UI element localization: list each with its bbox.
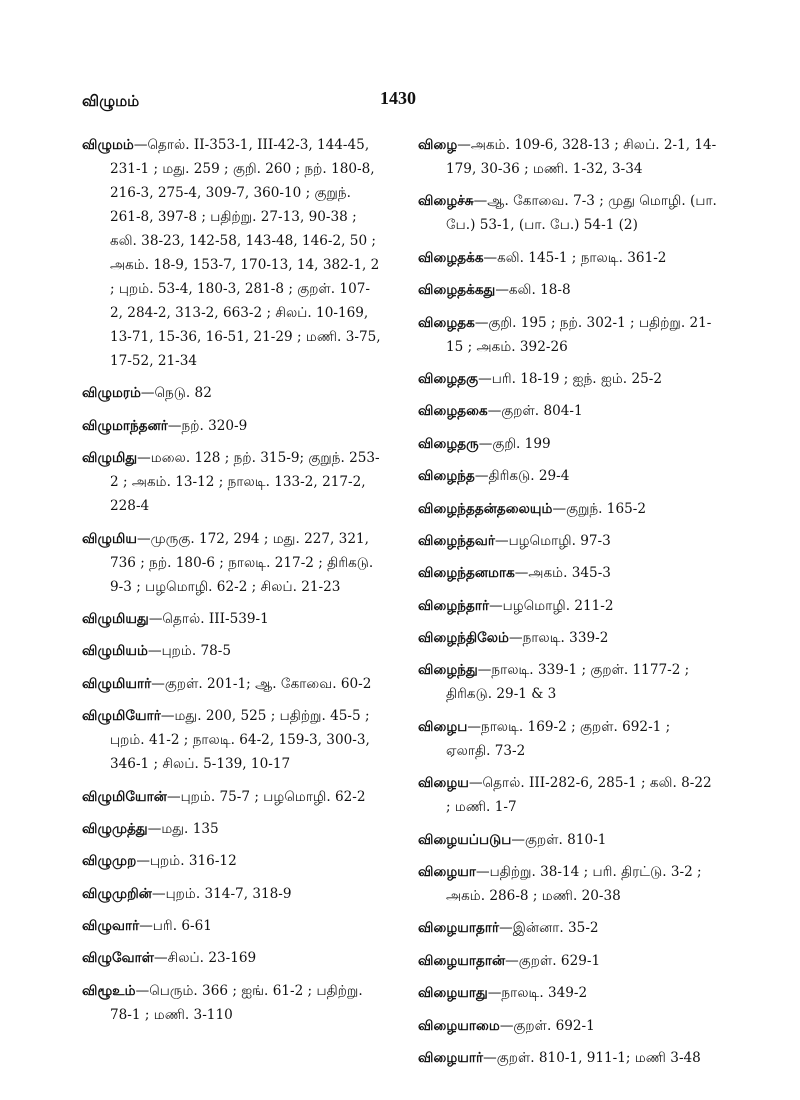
entry-headword: விழைந்தவர் xyxy=(418,532,495,549)
entry-headword: விழையாது xyxy=(418,985,488,1002)
index-entry xyxy=(418,1014,718,1038)
entry-references: குறள். 201-1; ஆ. கோவை. 60-2 xyxy=(164,675,372,692)
entry-headword: விழைந்ததன்தலையும் xyxy=(418,500,553,517)
index-entry xyxy=(82,414,382,438)
index-entry xyxy=(418,561,718,585)
entry-references: அகம். 109-6, 328-13 ; சிலப். 2-1, 14-179, 30-36 ; மணி. 1-32, 3-34 xyxy=(446,137,717,177)
entry-references: குறள். 692-1 xyxy=(513,1017,595,1034)
entry-dash: — xyxy=(166,788,181,805)
entry-headword: விழைந்து xyxy=(418,662,478,679)
entry-references: பெரும். 366 ; ஐங். 61-2 ; பதிற்று. 78-1 ; மணி. 3-110 xyxy=(110,982,363,1023)
entry-headword: விழையா xyxy=(418,864,477,881)
index-entry xyxy=(82,704,382,776)
index-entry xyxy=(418,399,718,423)
index-entry xyxy=(418,916,718,940)
entry-dash: — xyxy=(135,982,150,999)
entry-dash: — xyxy=(483,249,498,266)
entry-references: பழமொழி. 97-3 xyxy=(508,532,611,549)
entry-headword: விழுமரம் xyxy=(82,385,141,402)
index-entry xyxy=(418,949,718,973)
entry-dash: — xyxy=(468,775,483,792)
entry-dash: — xyxy=(495,282,509,299)
entry-dash: — xyxy=(487,985,502,1002)
entry-dash: — xyxy=(151,675,165,692)
entry-dash: — xyxy=(473,193,488,210)
entry-headword: விழைப xyxy=(418,718,468,735)
entry-headword: விழைதக்கது xyxy=(418,282,496,299)
entry-references: நற். 320-9 xyxy=(181,417,248,434)
entry-references: நாலடி. 349-2 xyxy=(501,985,588,1002)
entry-references: பதிற்று. 38-14 ; பரி. திரட்டு. 3-2 ; அகம். 286-8 ; மணி. 20-38 xyxy=(446,864,702,905)
entry-headword: விழைதக்க xyxy=(418,249,484,266)
entry-dash: — xyxy=(505,952,519,969)
entry-dash: — xyxy=(147,820,162,837)
entry-headword: விழைந்தார் xyxy=(418,597,490,614)
entry-references: கலி. 18-8 xyxy=(508,282,571,299)
entry-headword: விழுவார் xyxy=(82,918,140,935)
entry-headword: விழையாதான் xyxy=(418,952,506,969)
entry-references: நாலடி. 169-2 ; குறள். 692-1 ; ஏலாதி. 73-2 xyxy=(446,718,671,759)
entry-references: கலி. 145-1 ; நாலடி. 361-2 xyxy=(497,249,667,266)
index-entry xyxy=(418,278,718,302)
page-header xyxy=(82,88,722,122)
entry-references: குறுந். 165-2 xyxy=(566,500,646,517)
entry-dash: — xyxy=(499,1017,514,1034)
entry-dash: — xyxy=(477,662,492,679)
entry-dash: — xyxy=(474,468,489,485)
index-entry xyxy=(82,979,382,1027)
entry-references: புறம். 75-7 ; பழமொழி. 62-2 xyxy=(180,788,366,805)
index-entry xyxy=(418,189,718,237)
entry-references: பரி. 18-19 ; ஐந். ஐம். 25-2 xyxy=(491,370,662,387)
entry-dash: — xyxy=(133,137,148,153)
index-entry xyxy=(418,626,718,650)
entry-dash: — xyxy=(511,831,525,848)
entry-headword: விழுமியம் xyxy=(82,643,148,660)
entry-headword: விழைய xyxy=(418,775,469,792)
index-entry xyxy=(82,527,382,599)
entry-references: புறம். 316-12 xyxy=(149,853,237,870)
entry-references: தொல். II-353-1, III-42-3, 144-45, 231-1 ; மது. 259 ; குறி. 260 ; நற். 180-8, 216-3, 275-4, 309-7, 360-10 ; குறுந். 261-8, 397-8 ; பதிற்று. 27-13, 90-38 ; கலி. 38-23, 142-58, 143-48, 146-2, 50 ; அகம். 18-9, 153-7, 170-13, 14, 382-1, 2 ; புறம். 53-4, 180-3, 281-8 ; குறள். 107-2, 284-2, 313-2, 663-2 ; சிலப். 10-169, 13-71, 15-36, 16-51, 21-29 ; மணி. 3-75, 17-52, 21-34 xyxy=(110,137,381,369)
entry-dash: — xyxy=(154,950,168,967)
entry-dash: — xyxy=(467,718,481,735)
index-entry xyxy=(82,946,382,970)
entry-headword: விழுமிது xyxy=(82,450,138,467)
entry-references: நாலடி. 339-1 ; குறள். 1177-2 ; திரிகடு. 29-1 & 3 xyxy=(446,662,690,703)
entry-dash: — xyxy=(136,853,150,870)
index-entry xyxy=(418,497,718,521)
entry-dash: — xyxy=(457,137,471,153)
entry-headword: விழுமுறின் xyxy=(82,885,152,902)
page-number: 1430 xyxy=(380,88,416,108)
entry-dash: — xyxy=(474,314,489,331)
entry-references: இன்னா. 35-2 xyxy=(512,920,599,937)
entry-dash: — xyxy=(148,610,163,627)
entry-dash: — xyxy=(509,630,523,647)
index-entry xyxy=(82,639,382,663)
index-entry xyxy=(82,882,382,906)
entry-headword: விழைந்த xyxy=(418,468,475,485)
entry-headword: விழைந்திலேம் xyxy=(418,630,510,647)
entry-headword: விழுமுற xyxy=(82,853,137,870)
entry-headword: விழையப்படுப xyxy=(418,831,512,848)
entry-references: குறி. 195 ; நற். 302-1 ; பதிற்று. 21-15 ; அகம். 392-26 xyxy=(446,314,712,355)
entry-headword: விழைதரு xyxy=(418,435,479,452)
entry-headword: விழைதகை xyxy=(418,403,488,420)
entry-dash: — xyxy=(137,530,151,547)
entry-references: குறள். 629-1 xyxy=(518,952,601,969)
index-entry xyxy=(418,367,718,391)
left-column xyxy=(82,133,382,1035)
entry-headword: விழுமாந்தனர் xyxy=(82,417,168,434)
index-entry xyxy=(82,849,382,873)
entry-references: பழமொழி. 211-2 xyxy=(502,597,614,614)
entry-headword: விழையார் xyxy=(418,1049,484,1066)
entry-dash: — xyxy=(494,532,509,549)
index-entry xyxy=(82,785,382,809)
entry-headword: விழைந்தனமாக xyxy=(418,565,515,582)
entry-dash: — xyxy=(140,385,155,402)
index-entry xyxy=(82,914,382,938)
index-entry xyxy=(418,771,718,819)
entry-references: தொல். III-282-6, 285-1 ; கலி. 8-22 ; மணி. 1-7 xyxy=(446,775,712,816)
index-entry xyxy=(418,860,718,908)
index-entry xyxy=(418,1046,718,1070)
entry-dash: — xyxy=(478,435,493,452)
index-entry xyxy=(418,715,718,763)
index-entry xyxy=(418,432,718,456)
index-entry xyxy=(82,672,382,696)
entry-references: குறள். 810-1 xyxy=(525,831,607,848)
entry-headword: விழுமியார் xyxy=(82,675,152,692)
entry-headword: விழைதகு xyxy=(418,370,479,387)
entry-headword: விழுமுத்து xyxy=(82,820,148,837)
entry-references: ஆ. கோவை. 7-3 ; முது மொழி. (பா. பே.) 53-1, (பா. பே.) 54-1 (2) xyxy=(446,193,717,234)
index-entry xyxy=(418,133,718,181)
index-entry xyxy=(418,464,718,488)
index-entry xyxy=(82,817,382,841)
entry-headword: விழுமம் xyxy=(82,137,134,153)
entry-dash: — xyxy=(160,708,175,725)
entry-references: புறம். 314-7, 318-9 xyxy=(165,885,292,902)
entry-dash: — xyxy=(514,565,529,582)
entry-references: நாலடி. 339-2 xyxy=(522,630,609,647)
entry-references: குறள். 804-1 xyxy=(501,403,583,420)
entry-references: மலை. 128 ; நற். 315-9; குறுந். 253-2 ; அகம். 13-12 ; நாலடி. 133-2, 217-2, 228-4 xyxy=(110,450,380,515)
entry-headword: விழையாமை xyxy=(418,1017,500,1034)
entry-references: புறம். 78-5 xyxy=(161,643,232,660)
index-entry xyxy=(82,381,382,405)
entry-references: திரிகடு. 29-4 xyxy=(488,468,570,485)
index-entry xyxy=(418,828,718,852)
entry-dash: — xyxy=(483,1049,497,1066)
index-entry xyxy=(418,246,718,270)
entry-references: மது. 135 xyxy=(161,820,219,837)
entry-dash: — xyxy=(167,417,182,434)
entry-headword: விழை xyxy=(418,137,458,153)
index-entry xyxy=(418,594,718,618)
index-entry xyxy=(82,607,382,631)
entry-dash: — xyxy=(552,500,567,517)
entry-dash: — xyxy=(139,918,153,935)
entry-references: தொல். III-539-1 xyxy=(162,610,269,627)
entry-headword: விழூஉம் xyxy=(82,982,136,999)
index-entry xyxy=(418,658,718,706)
entry-references: நெடு. 82 xyxy=(154,385,212,402)
entry-references: குறள். 810-1, 911-1; மணி 3-48 xyxy=(496,1049,701,1066)
entry-dash: — xyxy=(147,643,162,660)
entry-dash: — xyxy=(487,403,502,420)
entry-references: சிலப். 23-169 xyxy=(167,950,257,967)
entry-dash: — xyxy=(151,885,166,902)
entry-dash: — xyxy=(137,450,151,467)
index-entry xyxy=(418,981,718,1005)
entry-headword: விழுமியோர் xyxy=(82,708,161,725)
right-column xyxy=(418,133,718,1078)
entry-headword: விழுமியது xyxy=(82,610,149,627)
entry-references: பரி. 6-61 xyxy=(152,918,212,935)
index-entry xyxy=(418,311,718,359)
entry-headword: விழுமியோன் xyxy=(82,788,167,805)
entry-headword: விழைச்சு xyxy=(418,193,474,210)
entry-dash: — xyxy=(476,864,490,881)
running-head: விழுமம் xyxy=(82,92,140,110)
entry-dash: — xyxy=(478,370,492,387)
entry-references: முருகு. 172, 294 ; மது. 227, 321, 736 ; நற். 180-6 ; நாலடி. 217-2 ; திரிகடு. 9-3 ; பழமொழி. 62-2 ; சிலப். 21-23 xyxy=(110,530,374,595)
entry-dash: — xyxy=(489,597,503,614)
entry-references: அகம். 345-3 xyxy=(528,565,611,582)
entry-dash: — xyxy=(499,920,513,937)
entry-references: குறி. 199 xyxy=(492,435,551,452)
index-entry xyxy=(418,529,718,553)
entry-headword: விழுவோள் xyxy=(82,950,155,967)
index-entry xyxy=(82,446,382,518)
entry-headword: விழுமிய xyxy=(82,530,138,547)
entry-headword: விழையாதார் xyxy=(418,920,500,937)
entry-headword: விழைதக xyxy=(418,314,475,331)
index-entry xyxy=(82,133,382,373)
entry-references: மது. 200, 525 ; பதிற்று. 45-5 ; புறம். 41-2 ; நாலடி. 64-2, 159-3, 300-3, 346-1 ; சிலப். 5-139, 10-17 xyxy=(110,708,370,773)
